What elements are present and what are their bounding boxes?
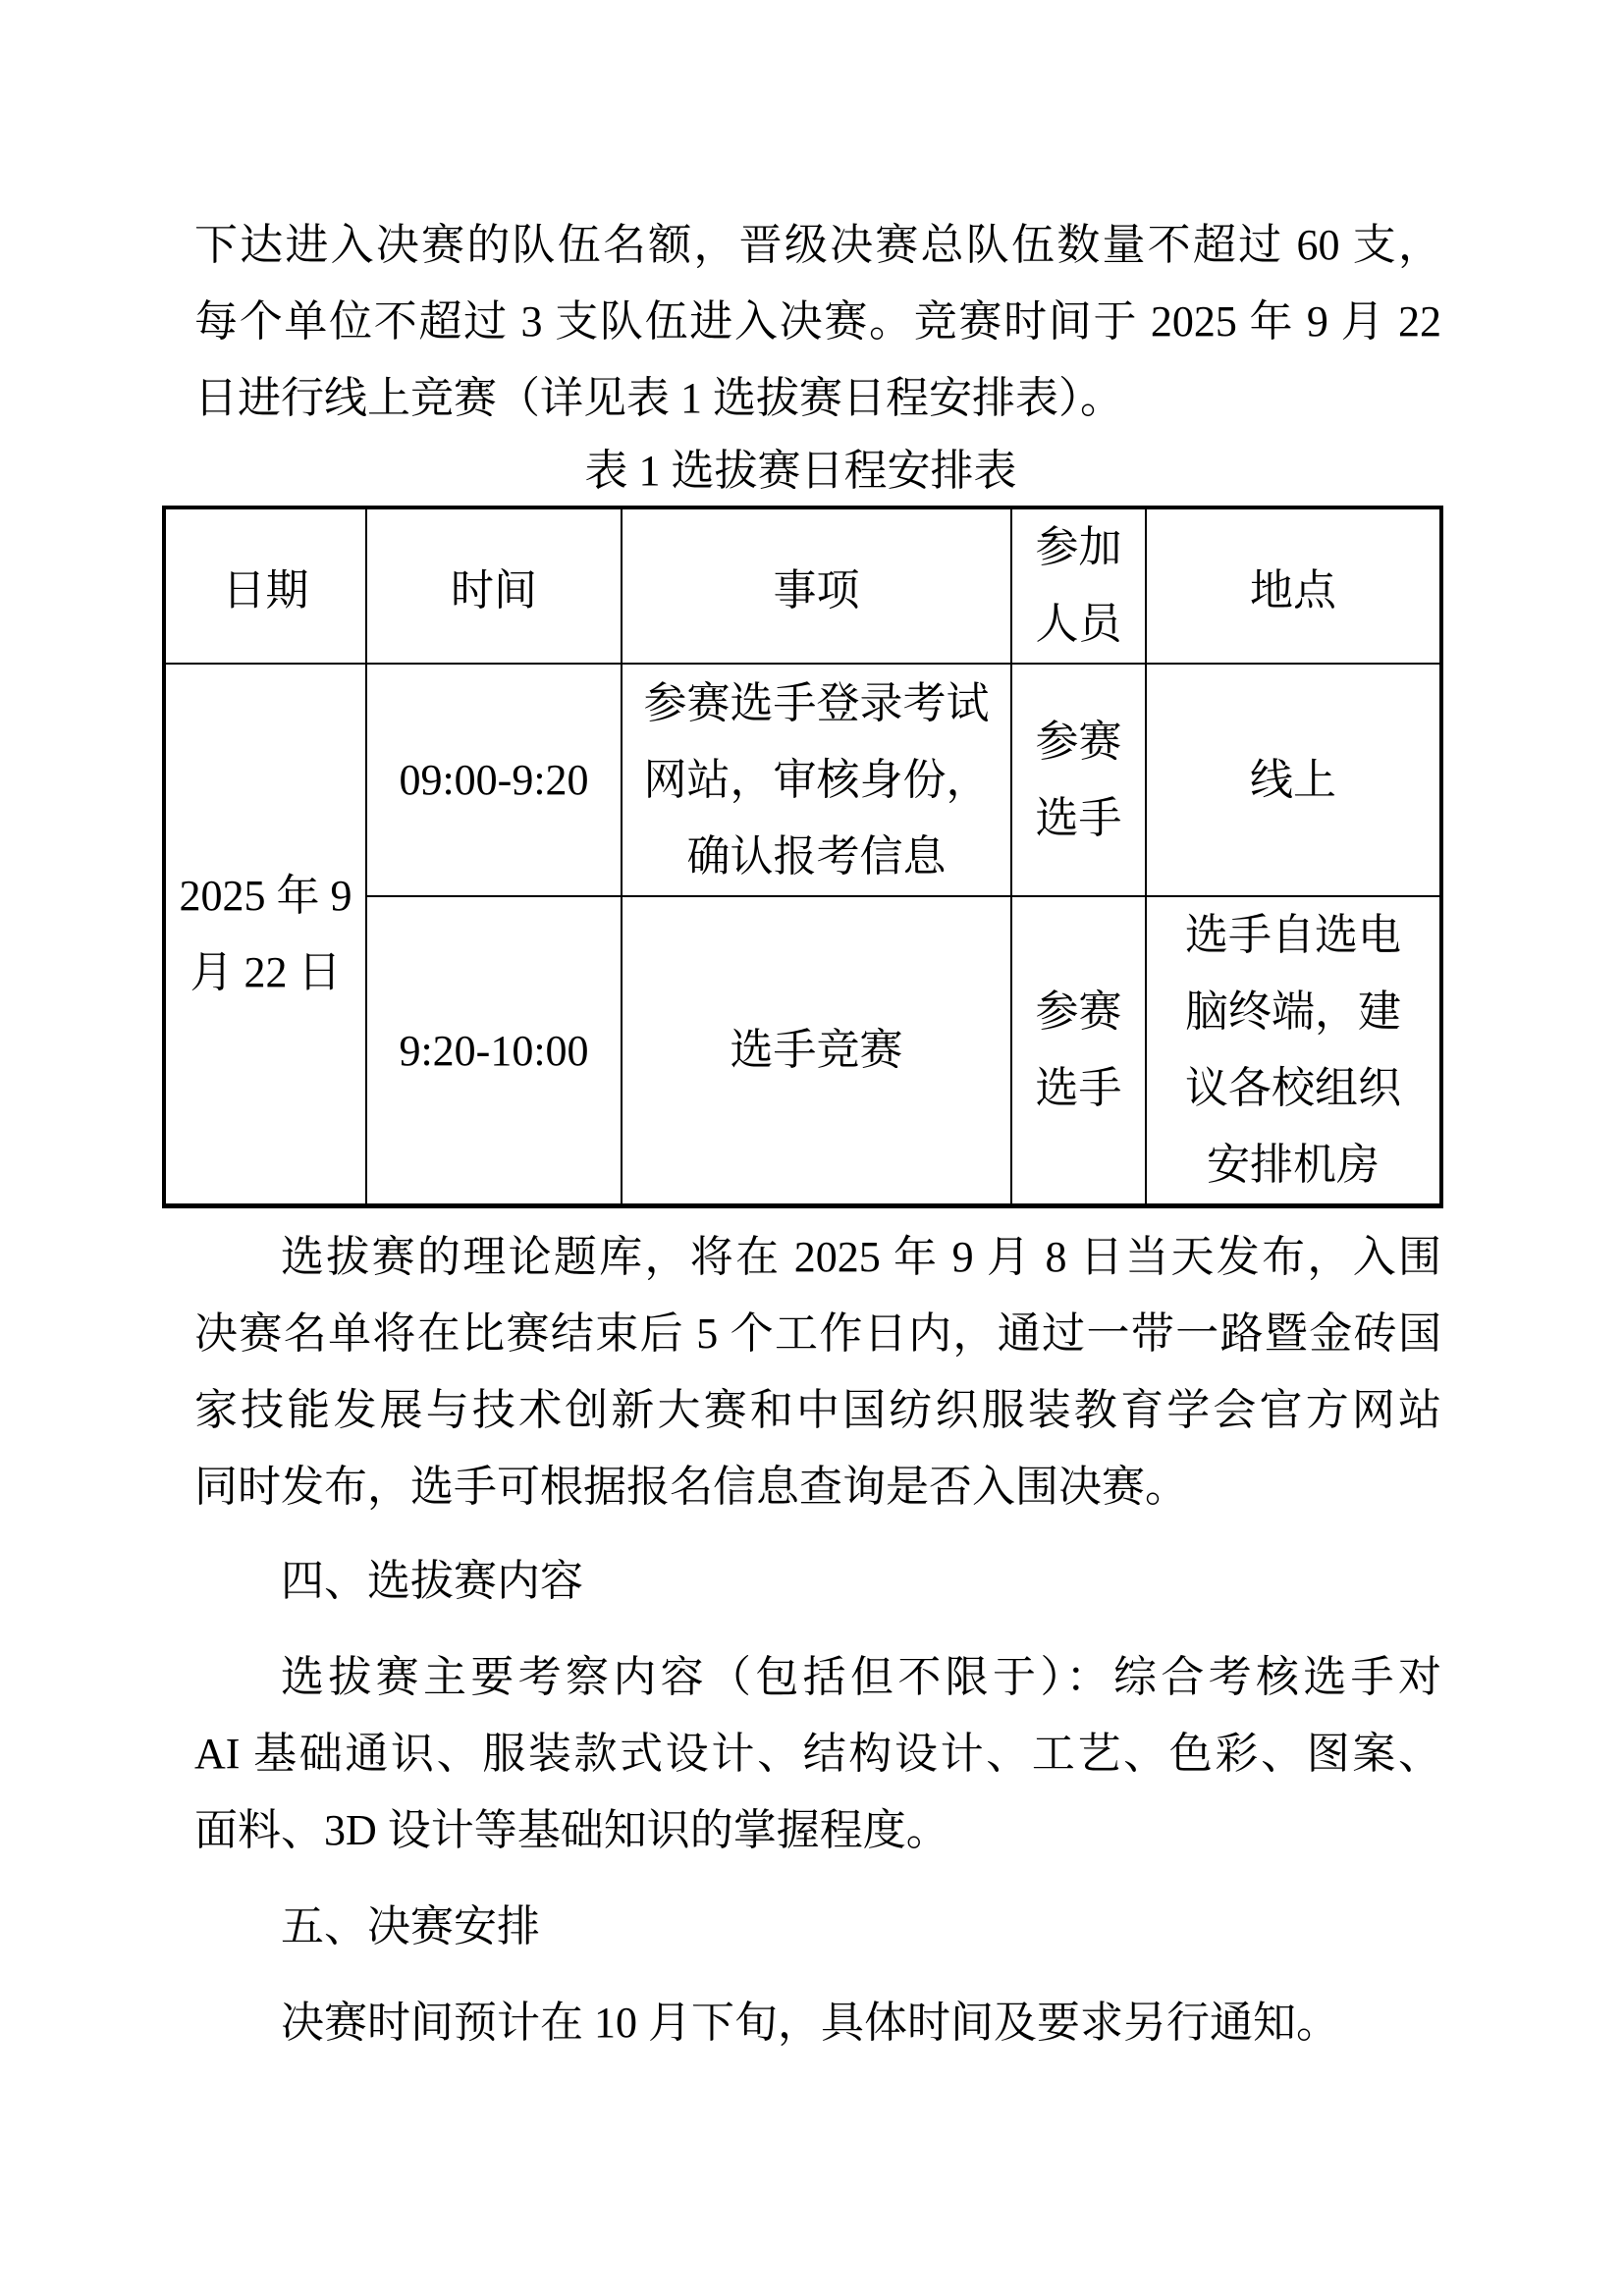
header-cell-location: 地点: [1146, 507, 1441, 664]
cell-item: [622, 664, 1011, 896]
cell-line: 网站，审核身份，: [643, 755, 990, 804]
cell-participants: [1011, 664, 1146, 896]
cell-location: [1146, 896, 1441, 1206]
body-line: 下达进入决赛的队伍名额，晋级决赛总队伍数量不超过 60 支，: [194, 221, 1441, 269]
section-heading-4: 四、选拔赛内容: [281, 1557, 583, 1605]
body-line: 选拔赛的理论题库，将在 2025 年 9 月 8 日当天发布，入围: [281, 1233, 1441, 1281]
cell-line: 选手自选电: [1185, 911, 1401, 959]
cell-line: 参赛: [1035, 717, 1122, 766]
header-cell-time: 时间: [366, 507, 622, 664]
cell-line: 2025 年 9: [179, 871, 352, 920]
cell-participants: [1011, 896, 1146, 1206]
cell-line: 选手: [1035, 1064, 1122, 1112]
cell-time: 09:00-9:20: [366, 664, 622, 896]
cell-line: 参赛: [1035, 988, 1122, 1036]
cell-line: 参赛选手登录考试: [643, 678, 990, 727]
section-heading-5: 五、决赛安排: [281, 1902, 540, 1950]
cell-line: 安排机房: [1207, 1141, 1380, 1189]
table-row: [164, 664, 1441, 896]
cell-line: 选手竞赛: [730, 1026, 903, 1074]
header-line: 参加: [1035, 523, 1122, 571]
cell-line: 议各校组织: [1185, 1064, 1401, 1112]
body-line: 每个单位不超过 3 支队伍进入决赛。竞赛时间于 2025 年 9 月 22: [194, 297, 1441, 346]
paragraph-release: [194, 1219, 1441, 1525]
paragraph-content: [194, 1639, 1441, 1869]
header-cell-participants: [1011, 507, 1146, 664]
body-line: AI 基础通识、服装款式设计、结构设计、工艺、色彩、图案、: [194, 1730, 1441, 1778]
table-caption: 表 1 选拔赛日程安排表: [584, 447, 1017, 495]
body-line: 面料、3D 设计等基础知识的掌握程度。: [194, 1806, 949, 1854]
body-line: 选拔赛主要考察内容（包括但不限于）：综合考核选手对: [281, 1653, 1441, 1701]
header-cell-item: 事项: [622, 507, 1011, 664]
body-line: 决赛名单将在比赛结束后 5 个工作日内，通过一带一路暨金砖国: [194, 1309, 1441, 1358]
body-line: 家技能发展与技术创新大赛和中国纺织服装教育学会官方网站: [194, 1386, 1441, 1434]
schedule-table: [162, 506, 1443, 1208]
cell-line: 月 22 日: [189, 947, 342, 996]
cell-line: 线上: [1250, 755, 1336, 804]
cell-line: 脑终端，建: [1185, 988, 1401, 1036]
paragraph-intro: [194, 207, 1441, 437]
header-cell-date: 日期: [164, 507, 366, 664]
header-line: 人员: [1035, 600, 1122, 648]
cell-line: 选手: [1035, 793, 1122, 842]
cell-item: [622, 896, 1011, 1206]
body-line: 日进行线上竞赛（详见表 1 选拔赛日程安排表）。: [194, 374, 1123, 422]
cell-line: 确认报考信息: [686, 831, 947, 881]
table-header-row: [164, 507, 1441, 664]
cell-location: [1146, 664, 1441, 896]
cell-time: 9:20-10:00: [366, 896, 622, 1206]
cell-date-merged: [164, 664, 366, 1206]
paragraph-final: [194, 1985, 1441, 2061]
body-line: 决赛时间预计在 10 月下旬，具体时间及要求另行通知。: [281, 1999, 1339, 2047]
body-line: 同时发布，选手可根据报名信息查询是否入围决赛。: [194, 1463, 1188, 1511]
